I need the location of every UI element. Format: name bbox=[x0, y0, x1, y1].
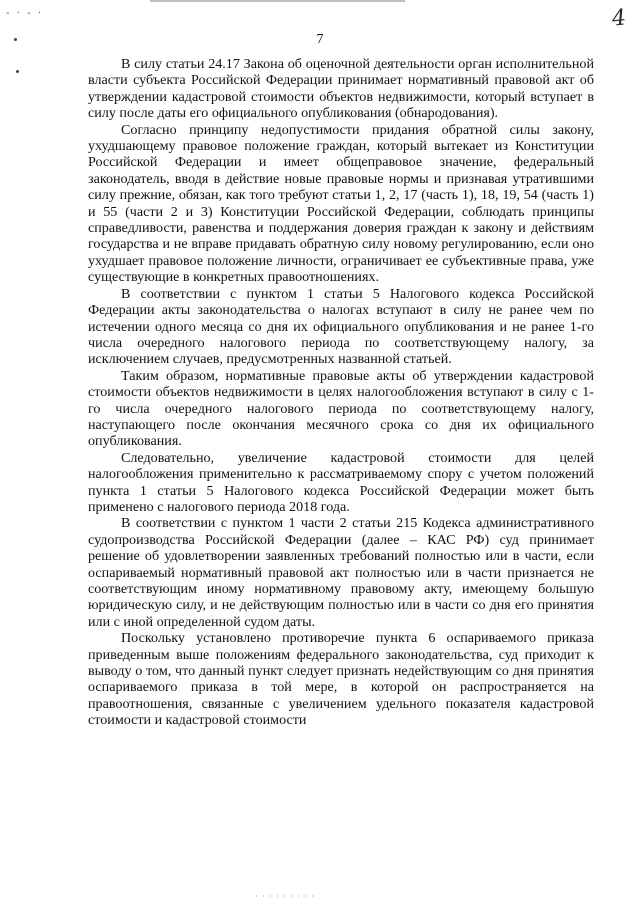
handwritten-page-mark: 4 bbox=[610, 5, 628, 32]
scan-noise-marks: - · - · bbox=[6, 8, 44, 19]
scan-noise-marks: · · · · · · · · · bbox=[255, 892, 316, 901]
paragraph: Таким образом, нормативные правовые акты об утверждении кадастровой стоимости объектов недвижимости в целях налогообложения вступают в силу с 1-го числа очередного налогового периода по соответствующему налогу, наступающего после окончания месячного срока со дня их официального опубликования. bbox=[88, 367, 594, 450]
document-body bbox=[88, 56, 594, 729]
paragraph: Следовательно, увеличение кадастровой стоимости для целей налогообложения применительно к рассматриваемому спору с учетом положений пункта 1 статьи 5 Налогового кодекса Российской Федерации может быть применено с налогового периода 2018 года. bbox=[88, 449, 594, 515]
paragraph: В соответствии с пунктом 1 части 2 статьи 215 Кодекса административного судопроизводства Российской Федерации (далее – КАС РФ) суд принимает решение об удовлетворении заявленных требований полностью или в части, если оспариваемый нормативный правовой акт полностью или в части признается не соответствующим иному нормативному правовому акту, имеющему большую юридическую силу, и не действующим полностью или в части со дня его принятия или с иной определенной судом даты. bbox=[88, 515, 594, 630]
paragraph: В силу статьи 24.17 Закона об оценочной деятельности орган исполнительной власти субъекта Российской Федерации принимает нормативный правовой акт об утверждении кадастровой стоимости объектов недвижимости, который вступает в силу после даты его официального опубликования (обнародования). bbox=[88, 56, 594, 122]
paragraph: Поскольку установлено противоречие пункта 6 оспариваемого приказа приведенным выше положениям федерального законодательства, суд приходит к выводу о том, что данный пункт следует признать недействующим со дня принятия оспариваемого приказа в той мере, в которой он распространяется на правоотношения, связанные с увеличением удельного показателя кадастровой стоимости и кадастровой стоимости bbox=[88, 630, 594, 729]
paragraph: Согласно принципу недопустимости придания обратной силы закону, ухудшающему правовое положение граждан, который вытекает из Конституции Российской Федерации и имеет общеправовое значение, федеральный законодатель, вводя в действие новые правовые нормы и признавая утратившими силу прежние, обязан, как того требуют статьи 1, 2, 17 (часть 1), 18, 19, 54 (часть 1) и 55 (части 2 и 3) Конституции Российской Федерации, соблюдать принципы справедливости, равенства и поддержания доверия граждан к закону и действиям государства и не вправе придавать обратную силу новому регулированию, если оно ухудшает правовое положение личности, ограничивает ее субъективные права, уже существующие в конкретных правоотношениях. bbox=[88, 121, 594, 286]
scan-dot bbox=[16, 70, 19, 73]
paragraph: В соответствии с пунктом 1 статьи 5 Налогового кодекса Российской Федерации акты законодательства о налогах вступают в силу не ранее чем по истечении одного месяца со дня их официального опубликования и не ранее 1-го числа очередного налогового периода по соответствующему налогу, за исключением случаев, предусмотренных названной статьей. bbox=[88, 285, 594, 368]
scan-edge-line bbox=[150, 0, 405, 2]
page-number: 7 bbox=[316, 32, 324, 47]
